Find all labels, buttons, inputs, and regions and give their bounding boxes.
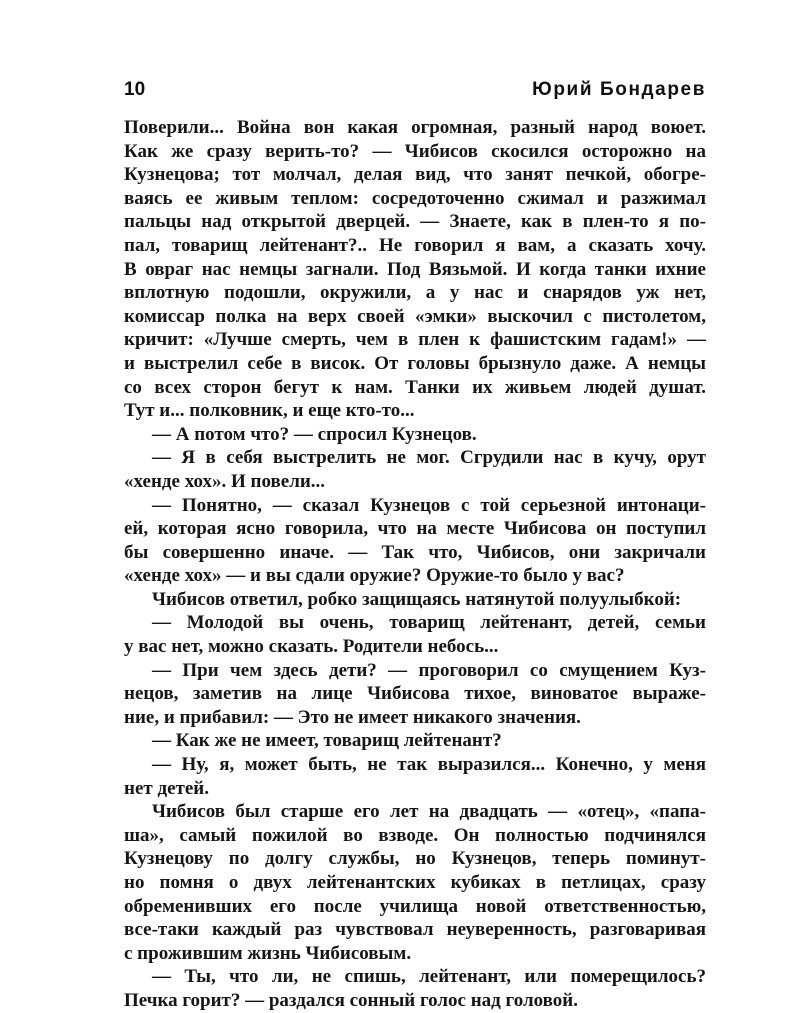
text-line: Кузнецова; тот молчал, делая вид, что занят печкой, обогре- [124,164,706,186]
text-line: пальцы над открытой дверцей. — Знаете, как в плен-то я по- [124,211,706,233]
text-line: Чибисов был старше его лет на двадцать — «отец», «папа- [152,801,706,823]
text-line: Поверили... Война вон какая огромная, разный народ воюет. [124,117,706,138]
text-line: — Понятно, — сказал Кузнецов с той серьезной интонаци- [152,494,706,516]
page-header [124,79,706,103]
running-head-author: Юрий Бондарев [532,79,706,100]
text-line: — Ты, что ли, не спишь, лейтенант, или померещилось? [152,966,706,988]
text-line: нецов, заметив на лице Чибисова тихое, виноватое выраже- [124,683,706,705]
text-line: ние, и прибавил: — Это не имеет никакого значения. [124,706,581,728]
text-line: ваясь ее живым теплом: сосредоточенно сжимал и разжимал [124,187,706,209]
body-text [124,116,706,1013]
text-line: В овраг нас немцы загнали. Под Вязьмой. И когда танки ихние [124,258,706,280]
text-line: Как же сразу верить-то? — Чибисов скосился осторожно на [124,140,706,162]
text-line: Тут и... полковник, и еще кто-то... [124,400,415,422]
text-line: кричит: «Лучше смерть, чем в плен к фашистским гадам!» — [124,329,706,351]
text-line: Печка горит? — раздался сонный голос над головой. [124,989,578,1011]
text-line: — Ну, я, может быть, не так выразился... Конечно, у меня [152,754,706,776]
text-line: Чибисов ответил, робко защищаясь натянутой полуулыбкой: [152,588,682,610]
text-line: с прожившим жизнь Чибисовым. [124,942,412,964]
text-line: ей, которая ясно говорила, что на месте Чибисова он поступил [124,518,706,540]
text-line: Кузнецову по долгу службы, но Кузнецов, теперь поминут- [124,848,706,870]
text-line: — А потом что? — спросил Кузнецов. [152,423,477,445]
text-line: со всех сторон бегут к нам. Танки их живьем людей душат. [124,376,706,398]
text-line: комиссар полка на верх своей «эмки» выскочил с пистолетом, [124,305,706,327]
text-line: обременивших его после училища новой ответственностью, [124,895,706,917]
text-line: бы совершенно иначе. — Так что, Чибисов, они закричали [124,541,706,563]
text-line: — Как же не имеет, товарищ лейтенант? [152,730,502,752]
text-line: ша», самый пожилой во взводе. Он полностью подчинялся [124,824,706,846]
text-line: — При чем здесь дети? — проговорил со смущением Куз- [152,659,706,681]
text-line: вплотную подошли, окружили, а у нас и снарядов уж нет, [124,282,706,304]
text-line: и выстрелил себе в висок. От головы брызнуло даже. А немцы [124,352,706,374]
page-number: 10 [124,79,146,100]
text-line: «хенде хох». И повели... [124,470,326,492]
text-line: нет детей. [124,777,209,799]
text-line: «хенде хох» — и вы сдали оружие? Оружие-то было у вас? [124,565,625,587]
text-line: — Молодой вы очень, товарищ лейтенант, детей, семьи [152,612,706,634]
text-line: но помня о двух лейтенантских кубиках в петлицах, сразу [124,872,706,893]
text-line: пал, товарищ лейтенант?.. Не говорил я вам, а сказать хочу. [124,234,706,256]
text-line: — Я в себя выстрелить не мог. Сгрудили нас в кучу, орут [152,447,706,469]
text-line: все-таки каждый раз чувствовал неуверенность, разговаривая [124,919,706,941]
text-line: у вас нет, можно сказать. Родители небось... [124,636,499,658]
